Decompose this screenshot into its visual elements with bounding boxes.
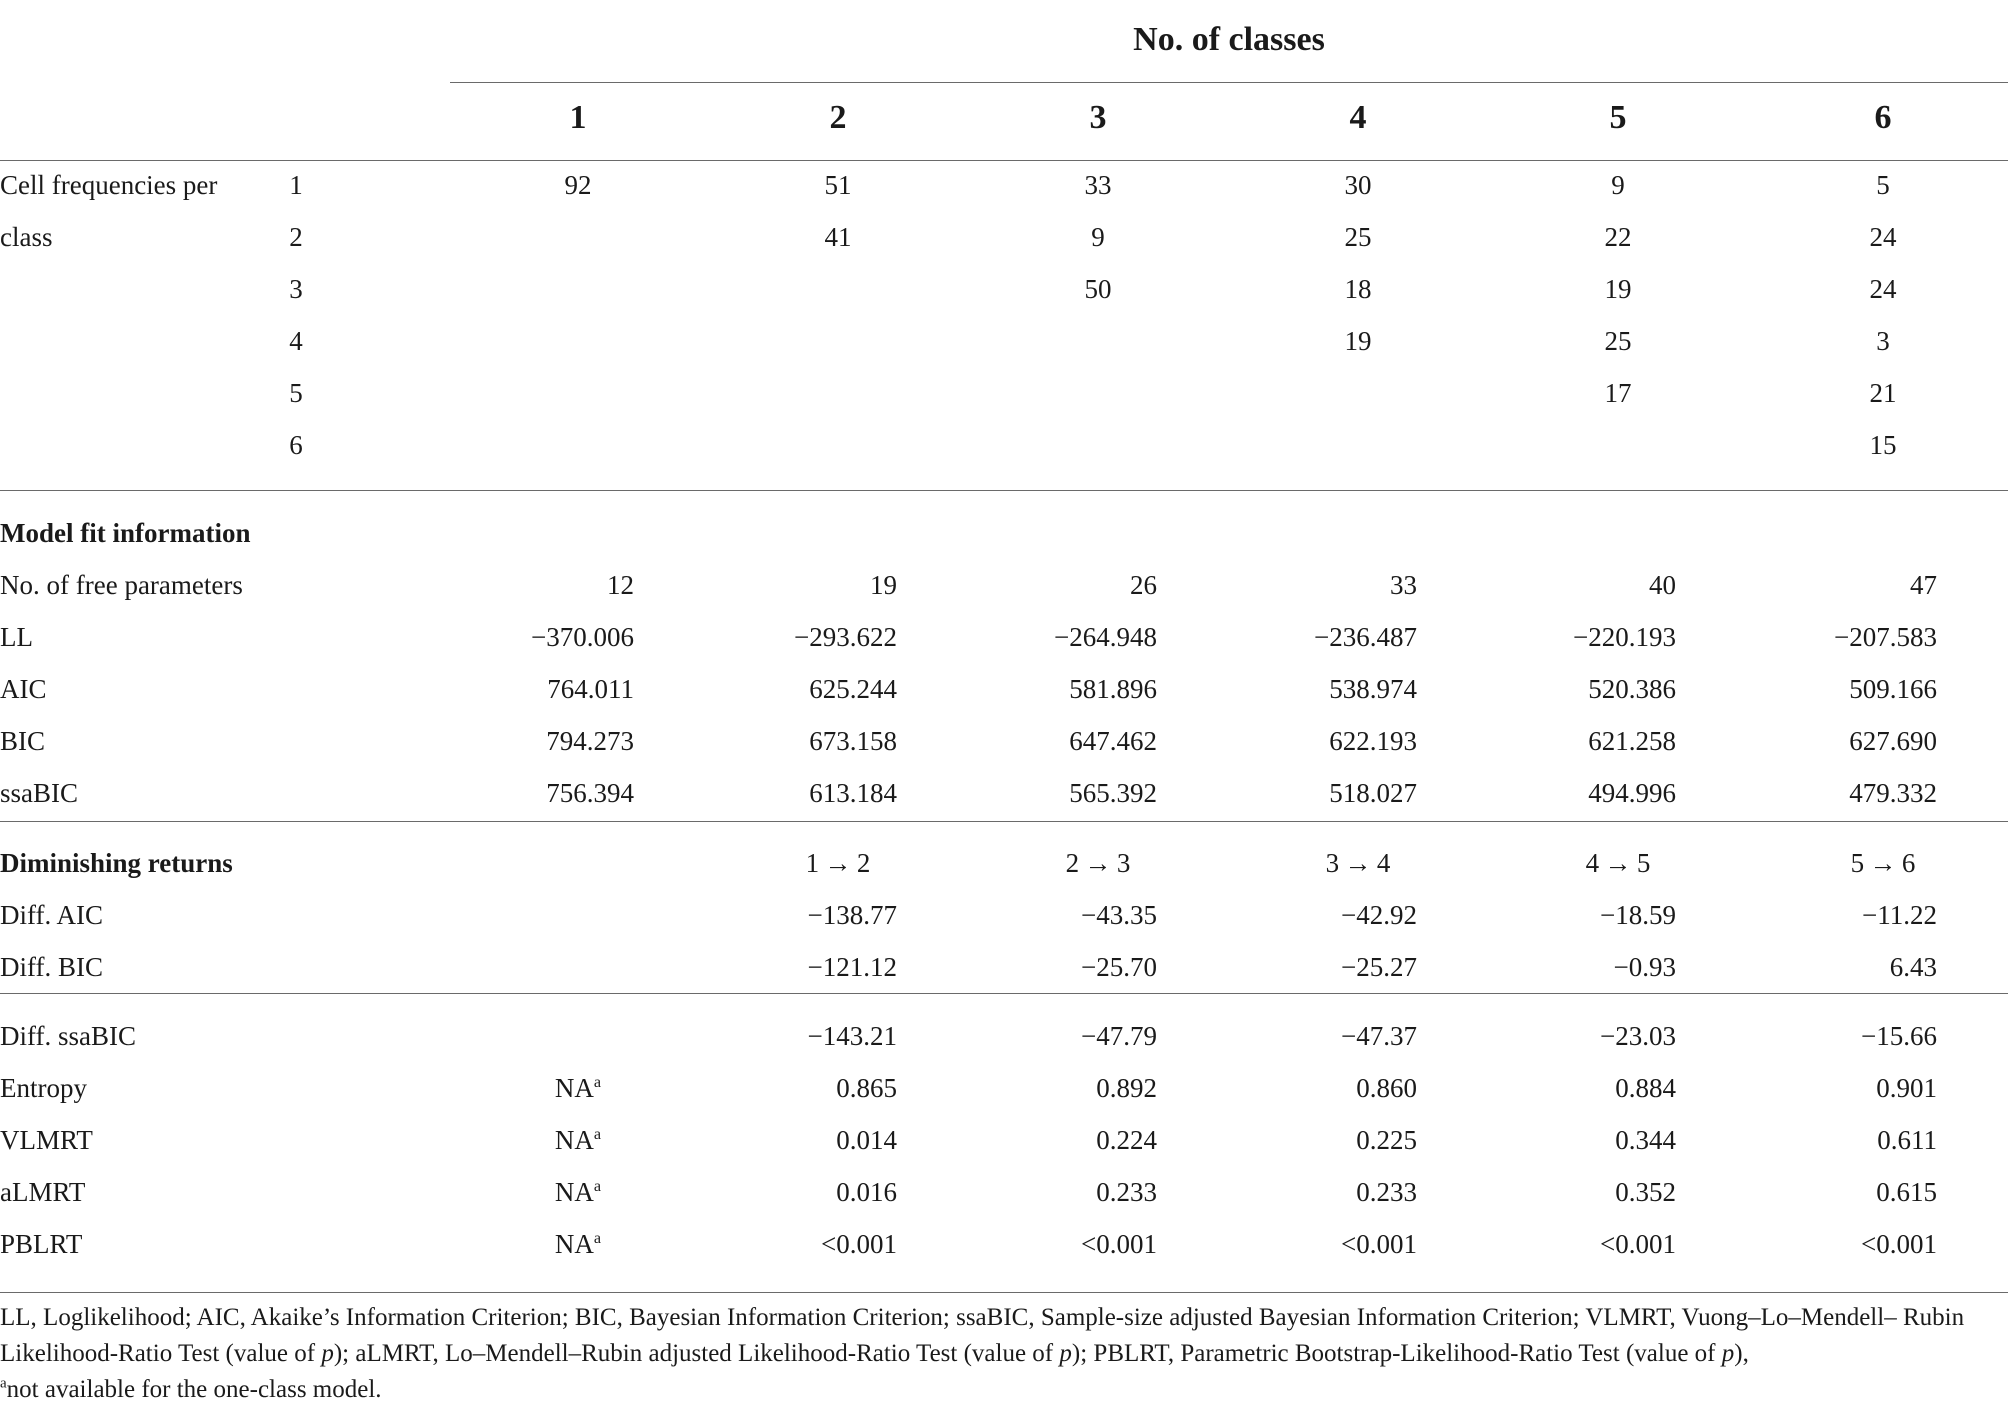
- value-cell: [937, 898, 1157, 932]
- value-cell: [1717, 1071, 1937, 1105]
- value-text: −220.193: [1573, 622, 1676, 652]
- value-text: −143.21: [807, 1021, 897, 1051]
- frequency-cell: 24: [1869, 222, 1897, 252]
- value-text: 19: [870, 570, 897, 600]
- value-cell: [677, 776, 897, 810]
- value-cell: [1717, 898, 1937, 932]
- row-label: ssaBIC: [0, 778, 79, 808]
- footnote-part2c: ); PBLRT, Parametric Bootstrap-Likelihood-Ratio Test (value of: [1071, 1340, 1722, 1367]
- value-cell: [414, 620, 634, 654]
- frequency-cell: 18: [1344, 274, 1372, 304]
- value-text: −264.948: [1054, 622, 1157, 652]
- value-cell: [937, 672, 1157, 706]
- row-label: No. of free parameters: [0, 570, 243, 600]
- value-cell: [677, 1123, 897, 1157]
- cell-frequencies-label-1: Cell frequencies per: [0, 170, 218, 200]
- class-header-6: 6: [1874, 99, 1892, 136]
- frequency-row-index-5: 5: [289, 378, 303, 408]
- value-cell: [1456, 1019, 1676, 1053]
- value-cell: [1456, 1071, 1676, 1105]
- value-text: NA: [554, 1073, 594, 1103]
- value-cell: [1197, 1071, 1417, 1105]
- value-cell: [937, 950, 1157, 984]
- value-cell: [414, 672, 634, 706]
- value-cell: [1197, 568, 1417, 602]
- value-text: 0.860: [1356, 1073, 1417, 1103]
- value-text: 494.996: [1588, 778, 1676, 808]
- value-cell: [1197, 672, 1417, 706]
- frequency-row-index-1: 1: [289, 170, 303, 200]
- value-cell: [1456, 898, 1676, 932]
- value-cell: [1456, 568, 1676, 602]
- value-cell: [1456, 1227, 1676, 1261]
- footnote-part2d: ),: [1734, 1340, 1749, 1367]
- value-cell: [1197, 776, 1417, 810]
- class-header-1: 1: [569, 99, 587, 136]
- header-title: No. of classes: [1133, 21, 1325, 58]
- value-cell: [414, 724, 634, 758]
- frequency-row-index-4: 4: [289, 326, 303, 356]
- value-text: 673.158: [809, 726, 897, 756]
- value-cell: [677, 1175, 897, 1209]
- value-text: −207.583: [1834, 622, 1937, 652]
- frequency-cell: 21: [1869, 378, 1897, 408]
- value-cell: [414, 568, 634, 602]
- value-text: −0.93: [1613, 952, 1676, 982]
- value-cell: [677, 1227, 897, 1261]
- row-label: AIC: [0, 674, 47, 704]
- value-text: 0.233: [1356, 1177, 1417, 1207]
- value-text: 764.011: [547, 674, 634, 704]
- row-label: PBLRT: [0, 1229, 83, 1259]
- value-cell: [1717, 1227, 1937, 1261]
- value-cell: [518, 1071, 638, 1105]
- value-cell: [937, 1071, 1157, 1105]
- value-text: 0.884: [1615, 1073, 1676, 1103]
- footnote-marker: a: [593, 1177, 602, 1195]
- frequency-row-index-2: 2: [289, 222, 303, 252]
- value-text: 538.974: [1329, 674, 1417, 704]
- value-text: −121.12: [807, 952, 897, 982]
- frequency-cell: 51: [824, 170, 852, 200]
- value-text: 0.016: [836, 1177, 897, 1207]
- value-text: 33: [1390, 570, 1417, 600]
- footnote-marker: a: [593, 1125, 602, 1143]
- value-cell: [1456, 776, 1676, 810]
- value-cell: [937, 776, 1157, 810]
- value-text: 479.332: [1849, 778, 1937, 808]
- value-text: 509.166: [1849, 674, 1937, 704]
- value-text: −42.92: [1341, 900, 1417, 930]
- class-header-2: 2: [829, 99, 847, 136]
- value-text: 756.394: [546, 778, 634, 808]
- row-label: Diff. BIC: [0, 952, 104, 982]
- class-header-4: 4: [1349, 99, 1367, 136]
- footnote-sup: a: [0, 1375, 7, 1392]
- diminishing-returns-section-label: Diminishing returns: [0, 848, 233, 878]
- footnote-p-3: p: [1721, 1340, 1735, 1367]
- value-cell: [1456, 950, 1676, 984]
- value-text: 0.865: [836, 1073, 897, 1103]
- value-text: −370.006: [531, 622, 634, 652]
- value-text: <0.001: [821, 1229, 897, 1259]
- value-cell: [518, 1175, 638, 1209]
- footnote-marker: a: [593, 1073, 602, 1091]
- value-cell: [677, 1071, 897, 1105]
- footnote-p-2: p: [1059, 1340, 1072, 1367]
- value-cell: [937, 620, 1157, 654]
- frequency-row-index-6: 6: [289, 430, 303, 460]
- model-fit-section-label: Model fit information: [0, 518, 251, 548]
- value-text: 0.901: [1876, 1073, 1937, 1103]
- value-cell: [1717, 950, 1937, 984]
- value-text: <0.001: [1861, 1229, 1937, 1259]
- frequency-cell: 9: [1091, 222, 1105, 252]
- transition-label: 3 → 4: [1325, 848, 1391, 878]
- frequency-cell: 30: [1344, 170, 1372, 200]
- value-text: −18.59: [1600, 900, 1676, 930]
- value-cell: [937, 1175, 1157, 1209]
- frequency-cell: 25: [1604, 326, 1632, 356]
- value-text: NA: [554, 1125, 594, 1155]
- frequency-cell: 41: [824, 222, 852, 252]
- frequency-cell: 22: [1604, 222, 1632, 252]
- rule-after-model-fit: [0, 821, 2008, 822]
- value-cell: [1717, 724, 1937, 758]
- value-cell: [937, 724, 1157, 758]
- value-text: 0.892: [1096, 1073, 1157, 1103]
- value-cell: [937, 1123, 1157, 1157]
- value-text: 518.027: [1329, 778, 1417, 808]
- footnote-part2a: Rubin Likelihood-Ratio Test (value of: [0, 1304, 1965, 1367]
- rule-table-bottom: [0, 1292, 2008, 1293]
- value-text: 0.615: [1876, 1177, 1937, 1207]
- value-text: 627.690: [1849, 726, 1937, 756]
- value-cell: [677, 620, 897, 654]
- value-text: −236.487: [1314, 622, 1417, 652]
- frequency-cell: 5: [1876, 170, 1890, 200]
- value-text: 26: [1130, 570, 1157, 600]
- value-text: −23.03: [1600, 1021, 1676, 1051]
- frequency-cell: 50: [1084, 274, 1112, 304]
- frequency-cell: 33: [1084, 170, 1112, 200]
- value-text: −43.35: [1081, 900, 1157, 930]
- row-label: VLMRT: [0, 1125, 93, 1155]
- value-text: 0.344: [1615, 1125, 1676, 1155]
- value-cell: [414, 776, 634, 810]
- value-text: 621.258: [1588, 726, 1676, 756]
- value-cell: [518, 1123, 638, 1157]
- frequency-cell: 9: [1611, 170, 1625, 200]
- frequency-cell: 19: [1344, 326, 1372, 356]
- value-cell: [1717, 776, 1937, 810]
- frequency-cell: 17: [1604, 378, 1632, 408]
- value-text: 581.896: [1069, 674, 1157, 704]
- value-cell: [937, 1227, 1157, 1261]
- value-cell: [1197, 620, 1417, 654]
- value-text: 47: [1910, 570, 1937, 600]
- value-text: 0.611: [1877, 1125, 1937, 1155]
- frequency-cell: 24: [1869, 274, 1897, 304]
- transition-label: 2 → 3: [1065, 848, 1131, 878]
- value-cell: [1197, 1019, 1417, 1053]
- row-label: Diff. ssaBIC: [0, 1021, 137, 1051]
- value-text: <0.001: [1341, 1229, 1417, 1259]
- class-header-5: 5: [1609, 99, 1627, 136]
- value-text: 625.244: [809, 674, 897, 704]
- footnote-part2b: ); aLMRT, Lo–Mendell–Rubin adjusted Likelihood-Ratio Test (value of: [333, 1340, 1060, 1367]
- frequency-cell: 3: [1876, 326, 1890, 356]
- value-cell: [677, 724, 897, 758]
- header-rule: [450, 82, 2008, 83]
- value-cell: [1197, 1123, 1417, 1157]
- value-text: 0.225: [1356, 1125, 1417, 1155]
- transition-label: 1 → 2: [805, 848, 871, 878]
- value-text: <0.001: [1600, 1229, 1676, 1259]
- value-cell: [1197, 1175, 1417, 1209]
- row-label: Entropy: [0, 1073, 87, 1103]
- value-cell: [677, 950, 897, 984]
- value-text: 0.014: [836, 1125, 897, 1155]
- value-text: −138.77: [807, 900, 897, 930]
- value-text: NA: [554, 1177, 594, 1207]
- value-text: 0.224: [1096, 1125, 1157, 1155]
- value-cell: [677, 672, 897, 706]
- frequency-row-index-3: 3: [289, 274, 303, 304]
- row-label: LL: [0, 622, 33, 652]
- frequency-cell: 25: [1344, 222, 1372, 252]
- value-text: −15.66: [1861, 1021, 1937, 1051]
- value-text: 12: [607, 570, 634, 600]
- row-label: Diff. AIC: [0, 900, 104, 930]
- value-text: 794.273: [546, 726, 634, 756]
- value-cell: [1456, 1175, 1676, 1209]
- value-cell: [677, 568, 897, 602]
- value-text: 647.462: [1069, 726, 1157, 756]
- value-cell: [1197, 724, 1417, 758]
- transition-label: 4 → 5: [1585, 848, 1651, 878]
- value-text: 565.392: [1069, 778, 1157, 808]
- frequency-cell: 92: [564, 170, 592, 200]
- value-text: 0.233: [1096, 1177, 1157, 1207]
- cell-frequencies-label-2: class: [0, 222, 53, 252]
- footnote-p-1: p: [321, 1340, 334, 1367]
- footnote-marker: a: [593, 1229, 602, 1247]
- value-text: <0.001: [1081, 1229, 1157, 1259]
- value-cell: [1717, 672, 1937, 706]
- value-text: NA: [554, 1229, 594, 1259]
- value-cell: [1197, 898, 1417, 932]
- frequency-cell: 15: [1869, 430, 1897, 460]
- row-label: aLMRT: [0, 1177, 86, 1207]
- value-cell: [518, 1227, 638, 1261]
- value-text: −47.79: [1081, 1021, 1157, 1051]
- value-text: −11.22: [1862, 900, 1937, 930]
- rule-after-frequencies: [0, 490, 2008, 491]
- value-text: 40: [1649, 570, 1676, 600]
- class-header-3: 3: [1089, 99, 1107, 136]
- value-cell: [1197, 1227, 1417, 1261]
- row-label: BIC: [0, 726, 46, 756]
- value-cell: [937, 568, 1157, 602]
- value-text: −293.622: [794, 622, 897, 652]
- value-cell: [1717, 1019, 1937, 1053]
- value-text: 6.43: [1889, 952, 1937, 982]
- rule-after-header: [0, 160, 2008, 161]
- value-text: 0.352: [1615, 1177, 1676, 1207]
- value-cell: [1717, 568, 1937, 602]
- rule-after-diminishing: [0, 993, 2008, 994]
- value-cell: [1717, 1123, 1937, 1157]
- footnote-part3: not available for the one-class model.: [6, 1376, 382, 1403]
- value-cell: [1717, 620, 1937, 654]
- value-text: −25.70: [1081, 952, 1157, 982]
- value-cell: [1717, 1175, 1937, 1209]
- frequency-cell: 19: [1604, 274, 1632, 304]
- value-text: −25.27: [1341, 952, 1417, 982]
- value-cell: [1456, 1123, 1676, 1157]
- value-cell: [937, 1019, 1157, 1053]
- value-cell: [1456, 672, 1676, 706]
- footnote-part1: LL, Loglikelihood; AIC, Akaike’s Information Criterion; BIC, Bayesian Information Criterion; ssaBIC, Sample-size adjusted Bayesian Information Criterion; VLMRT, Vuong–Lo–Mendell–: [0, 1304, 1897, 1331]
- value-cell: [1197, 950, 1417, 984]
- value-text: 622.193: [1329, 726, 1417, 756]
- value-text: 613.184: [809, 778, 897, 808]
- value-cell: [677, 1019, 897, 1053]
- value-cell: [1456, 620, 1676, 654]
- value-cell: [1456, 724, 1676, 758]
- value-cell: [677, 898, 897, 932]
- transition-label: 5 → 6: [1850, 848, 1916, 878]
- table-footnote: [0, 1300, 2000, 1408]
- value-text: −47.37: [1341, 1021, 1417, 1051]
- value-text: 520.386: [1588, 674, 1676, 704]
